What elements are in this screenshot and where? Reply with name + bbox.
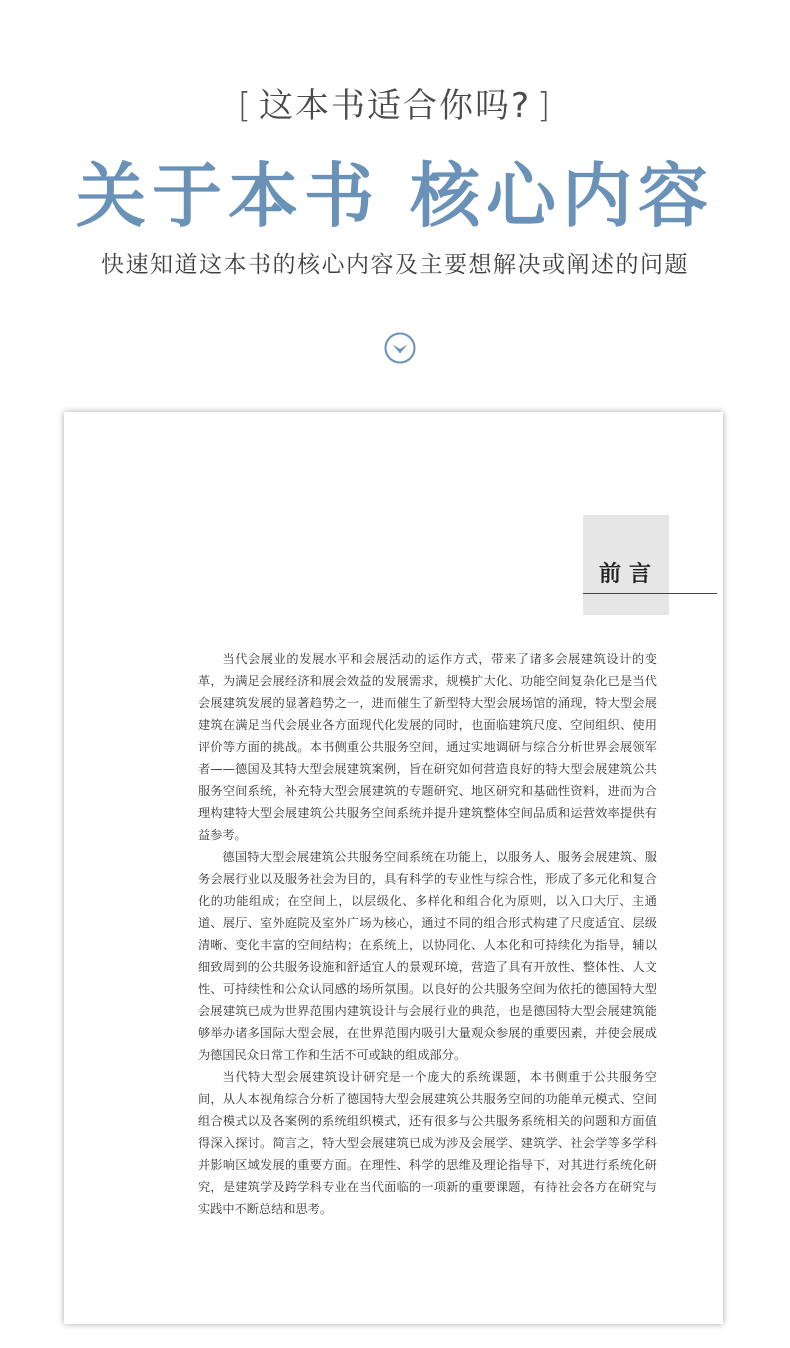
paragraph-1: 当代会展业的发展水平和会展活动的运作方式，带来了诸多会展建筑设计的变革，为满足会展经济和展会效益的发展需求，规模扩大化、功能空间复杂化已是当代会展建筑发展的显著趋势之一，进而催生了新型特大型会展场馆的涌现，特大型会展建筑在满足当代会展业各方面现代化发展的同时，也面临建筑尺度、空间组织、使用评价等方面的挑战。本书侧重公共服务空间，通过实地调研与综合分析世界会展领军者——德国及其特大型会展建筑案例，旨在研究如何营造良好的特大型会展建筑公共服务空间系统，补充特大型会展建筑的专题研究、地区研究和基础性资料，进而为合理构建特大型会展建筑公共服务空间系统并提升建筑整体空间品质和运营效率提供有益参考。 [198,652,657,842]
bracket-right: ] [537,86,553,126]
paragraph-3: 当代特大型会展建筑设计研究是一个庞大的系统课题，本书侧重于公共服务空间，从人本视角综合分析了德国特大型会展建筑公共服务空间的功能单元模式、空间组合模式以及各案例的系统组织模式，还有很多与公共服务系统相关的问题和方面值得深入探讨。简言之，特大型会展建筑已成为涉及会展学、建筑学、社会学等多学科并影响区域发展的重要方面。在理性、科学的思维及理论指导下，对其进行系统化研究，是建筑学及跨学科专业在当代面临的一项新的重要课题，有待社会各方在研究与实践中不断总结和思考。 [198,1070,657,1216]
question-text: 这本书适合你吗? [258,86,532,126]
title-core-content: 核心内容 [410,154,714,237]
chevron-down-circle-icon[interactable] [384,332,416,364]
preface-body [198,648,657,1220]
preface-divider [583,593,717,594]
title-about-book: 关于本书 [76,154,380,237]
bracket-left: [ [237,86,253,126]
preface-title: 前言 [599,562,660,587]
page-subtitle: 快速知道这本书的核心内容及主要想解决或阐述的问题 [101,252,689,278]
paragraph-2: 德国特大型会展建筑公共服务空间系统在功能上，以服务人、服务会展建筑、服务会展行业以及服务社会为目的，具有科学的专业性与综合性，形成了多元化和复合化的功能组成；在空间上，以层级化、多样化和组合化为原则，以入口大厅、主通道、展厅、室外庭院及室外广场为核心，通过不同的组合形式构建了尺度适宜、层级清晰、变化丰富的空间结构；在系统上，以协同化、人本化和可持续化为指导，辅以细致周到的公共服务设施和舒适宜人的景观环境，营造了具有开放性、整体性、人文性、可持续性和公众认同感的场所氛围。以良好的公共服务空间为依托的德国特大型会展建筑已成为世界范围内建筑设计与会展行业的典范，也是德国特大型会展建筑能够举办诸多国际大型会展，在世界范围内吸引大量观众参展的重要因素，并使会展成为德国民众日常工作和生活不可或缺的组成部分。 [198,850,657,1062]
page-title [0,140,790,241]
question-heading [0,78,790,127]
book-page [64,412,723,1324]
